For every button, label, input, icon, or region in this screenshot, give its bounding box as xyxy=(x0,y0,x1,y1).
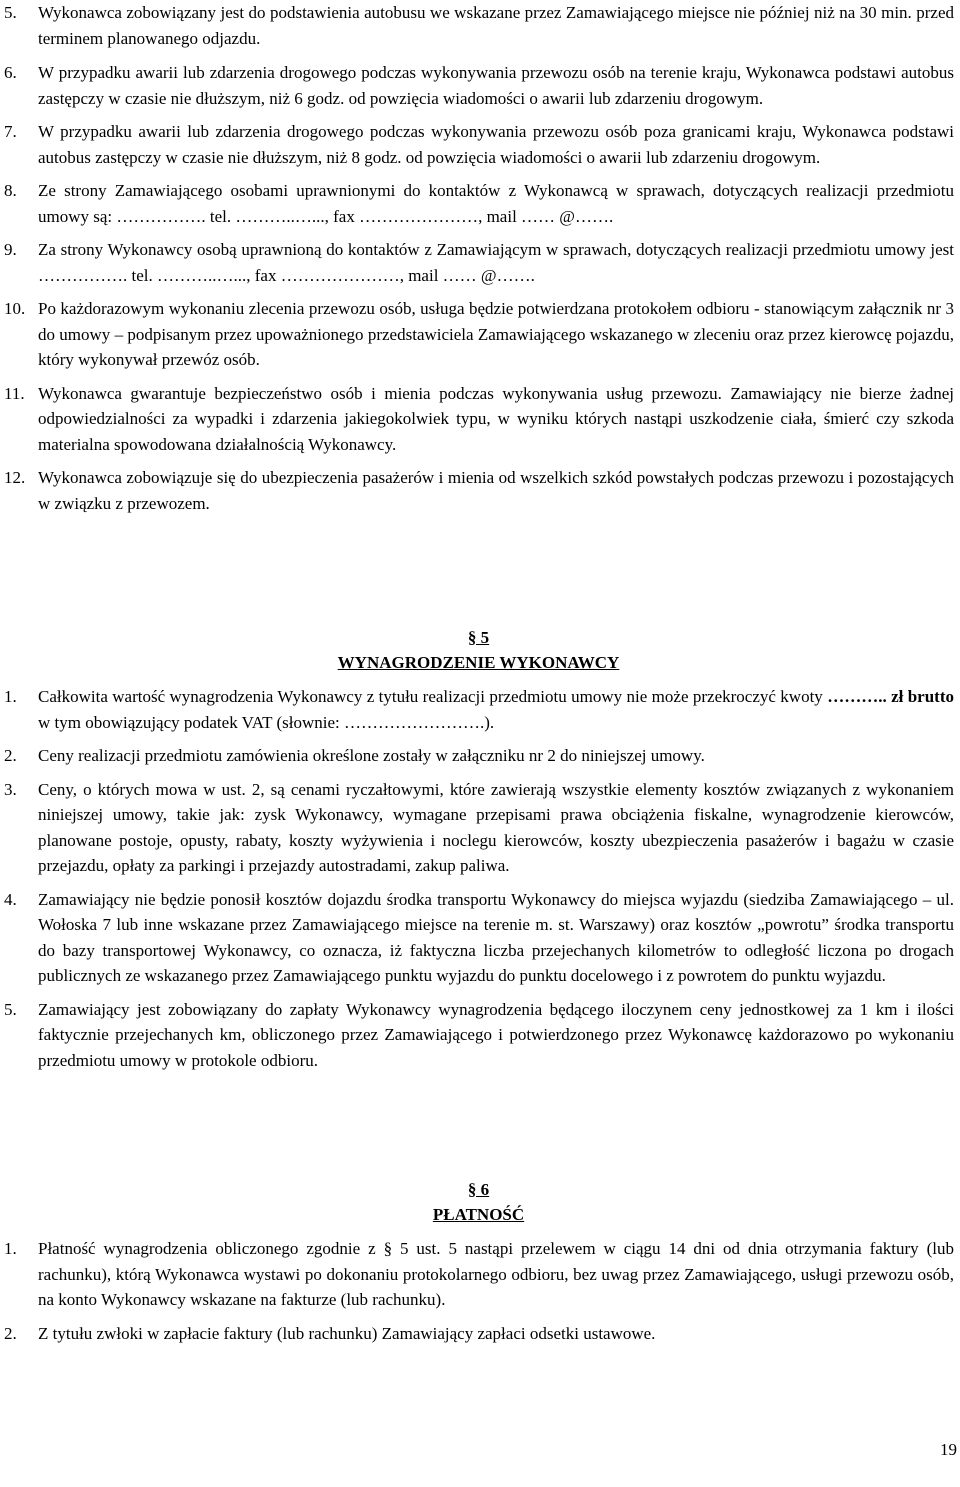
list-item xyxy=(0,381,954,458)
section-6 xyxy=(0,1177,957,1346)
item-text: Ceny realizacji przedmiotu zamówienia określone zostały w załączniku nr 2 do niniejszej umowy. xyxy=(38,746,705,765)
item-number: 5. xyxy=(4,3,17,22)
list-item xyxy=(0,60,954,111)
section-5 xyxy=(0,625,957,1073)
item-number: 5. xyxy=(4,999,17,1019)
item-number: 4. xyxy=(4,889,17,909)
list-item xyxy=(0,119,954,170)
list-item xyxy=(0,296,954,373)
item-number: 2. xyxy=(4,746,17,765)
item-number: 9. xyxy=(4,240,17,259)
item-text: Zamawiający nie będzie ponosił kosztów dojazdu środka transportu Wykonawcy do miejsca wyjazdu (siedziba Zamawiającego – ul. Wołoska 7 lub inne wskazane przez Zamawiającego miejsce na terenie m. st. Warszawy) oraz kosztów „powrotu” środka transportu do bazy transportowej Wykonawcy, co oznacza, iż faktyczna liczba przejechanych kilometrów to odległość liczona po drogach publicznych ze wskazanego przez Zamawiającego punktu wyjazdu do punktu docelowego i z powrotem do punktu wyjazdu. xyxy=(38,889,954,985)
list-item xyxy=(0,1236,954,1313)
item-number: 3. xyxy=(4,779,17,799)
item-number: 11. xyxy=(4,383,25,403)
item-text: Ceny, o których mowa w ust. 2, są cenami ryczałtowymi, które zawierają wszystkie elementy kosztów związanych z wykonaniem niniejszej umowy, takie jak: zysk Wykonawcy, wymagane przepisami prawa obciążenia fiskalne, wynagrodzenie kierowców, planowane postoje, opusty, rabaty, koszty wyżywienia i noclegu kierowców, koszty ubezpieczenia pasażerów i bagażu w czasie przejazdu, opłaty za parkingi i przejazdy autostradami, zakup paliwa. xyxy=(38,779,954,875)
list-item xyxy=(0,1321,954,1347)
item-text: Wykonawca zobowiązuje się do ubezpieczenia pasażerów i mienia od wszelkich szkód powstałych podczas przewozu i pozostających w związku z przewozem. xyxy=(38,468,954,513)
section-title: PŁATNOŚĆ xyxy=(432,1205,525,1224)
section-title: WYNAGRODZENIE WYKONAWCY xyxy=(337,653,620,672)
list-item xyxy=(0,237,954,288)
section-number: § 6 xyxy=(467,1180,490,1199)
list-item xyxy=(0,465,954,516)
list-item xyxy=(0,178,954,229)
list-item xyxy=(0,0,954,51)
item-text: W przypadku awarii lub zdarzenia drogowego podczas wykonywania przewozu osób na terenie kraju, Wykonawca podstawi autobus zastępczy w czasie nie dłuższym, niż 6 godz. od powzięcia wiadomości o awarii lub zdarzeniu drogowym. xyxy=(38,63,954,108)
amount-bold: ……….. zł brutto xyxy=(827,687,954,706)
item-text-tail: w tym obowiązujący podatek VAT (słownie: …………………….). xyxy=(38,712,495,732)
list-item xyxy=(0,997,954,1074)
section-heading xyxy=(0,625,957,675)
item-number: 1. xyxy=(4,1239,17,1258)
section-heading xyxy=(0,1177,957,1227)
item-text: Ze strony Zamawiającego osobami uprawnionymi do kontaktów z Wykonawcą w sprawach, dotyczących realizacji przedmiotu umowy są: ……………. tel. ………..…..., fax …………………, mail …… @……. xyxy=(38,181,954,226)
item-text: Za strony Wykonawcy osobą uprawnioną do kontaktów z Zamawiającym w sprawach, dotyczących realizacji przedmiotu umowy jest ……………. tel. ………..…..., fax …………………, mail …… @……. xyxy=(38,240,954,285)
item-number: 12. xyxy=(4,468,26,487)
item-number: 8. xyxy=(4,181,17,200)
list-item xyxy=(0,743,954,769)
section-number: § 5 xyxy=(467,628,490,647)
item-number: 2. xyxy=(4,1323,17,1343)
item-number: 6. xyxy=(4,63,17,82)
item-text: Całkowita wartość wynagrodzenia Wykonawcy z tytułu realizacji przedmiotu umowy nie może przekroczyć kwoty xyxy=(38,687,828,706)
item-text: Z tytułu zwłoki w zapłacie faktury (lub rachunku) Zamawiający zapłaci odsetki ustawowe. xyxy=(38,1323,656,1343)
item-text: Zamawiający jest zobowiązany do zapłaty Wykonawcy wynagrodzenia będącego iloczynem ceny jednostkowej za 1 km i ilości faktycznie przejechanych km, obliczonego przez Zamawiającego i potwierdzonego przez Wykonawcę każdorazowo po wykonaniu przedmiotu umowy w protokole odbioru. xyxy=(38,999,954,1070)
list-item xyxy=(0,684,954,735)
item-number: 10. xyxy=(4,299,26,318)
item-text: W przypadku awarii lub zdarzenia drogowego podczas wykonywania przewozu osób poza granicami kraju, Wykonawca podstawi autobus zastępczy w czasie nie dłuższym, niż 8 godz. od powzięcia wiadomości o awarii lub zdarzeniu drogowym. xyxy=(38,122,954,167)
item-text: Wykonawca zobowiązany jest do podstawienia autobusu we wskazane przez Zamawiającego miejsce nie później niż na 30 min. przed terminem planowanego odjazdu. xyxy=(38,3,954,48)
item-list-a xyxy=(0,0,957,516)
list-item xyxy=(0,777,954,879)
page-number: 19 xyxy=(940,1440,957,1459)
item-text: Płatność wynagrodzenia obliczonego zgodnie z § 5 ust. 5 nastąpi przelewem w ciągu 14 dni od dnia otrzymania faktury (lub rachunku), którą Wykonawca wystawi po dokonaniu protokolarnego odbioru, bez uwag przez Zamawiającego, usługi przewozu osób, na konto Wykonawcy wskazane na fakturze (lub rachunku). xyxy=(38,1239,954,1309)
item-text: Po każdorazowym wykonaniu zlecenia przewozu osób, usługa będzie potwierdzana protokołem odbioru - stanowiącym załącznik nr 3 do umowy – podpisanym przez upoważnionego przedstawiciela Zamawiającego wskazanego w zleceniu oraz przez kierowcę pojazdu, który wykonywał przewóz osób. xyxy=(38,299,954,369)
item-number: 1. xyxy=(4,687,17,706)
list-item xyxy=(0,887,954,989)
item-text: Wykonawca gwarantuje bezpieczeństwo osób i mienia podczas wykonywania usług przewozu. Zamawiający nie bierze żadnej odpowiedzialności za wypadki i zdarzenia jakiegokolwiek typu, w wyniku których nastąpi uszkodzenie ciała, śmierć czy szkoda materialna spowodowana działalnością Wykonawcy. xyxy=(38,383,954,454)
item-number: 7. xyxy=(4,122,17,141)
